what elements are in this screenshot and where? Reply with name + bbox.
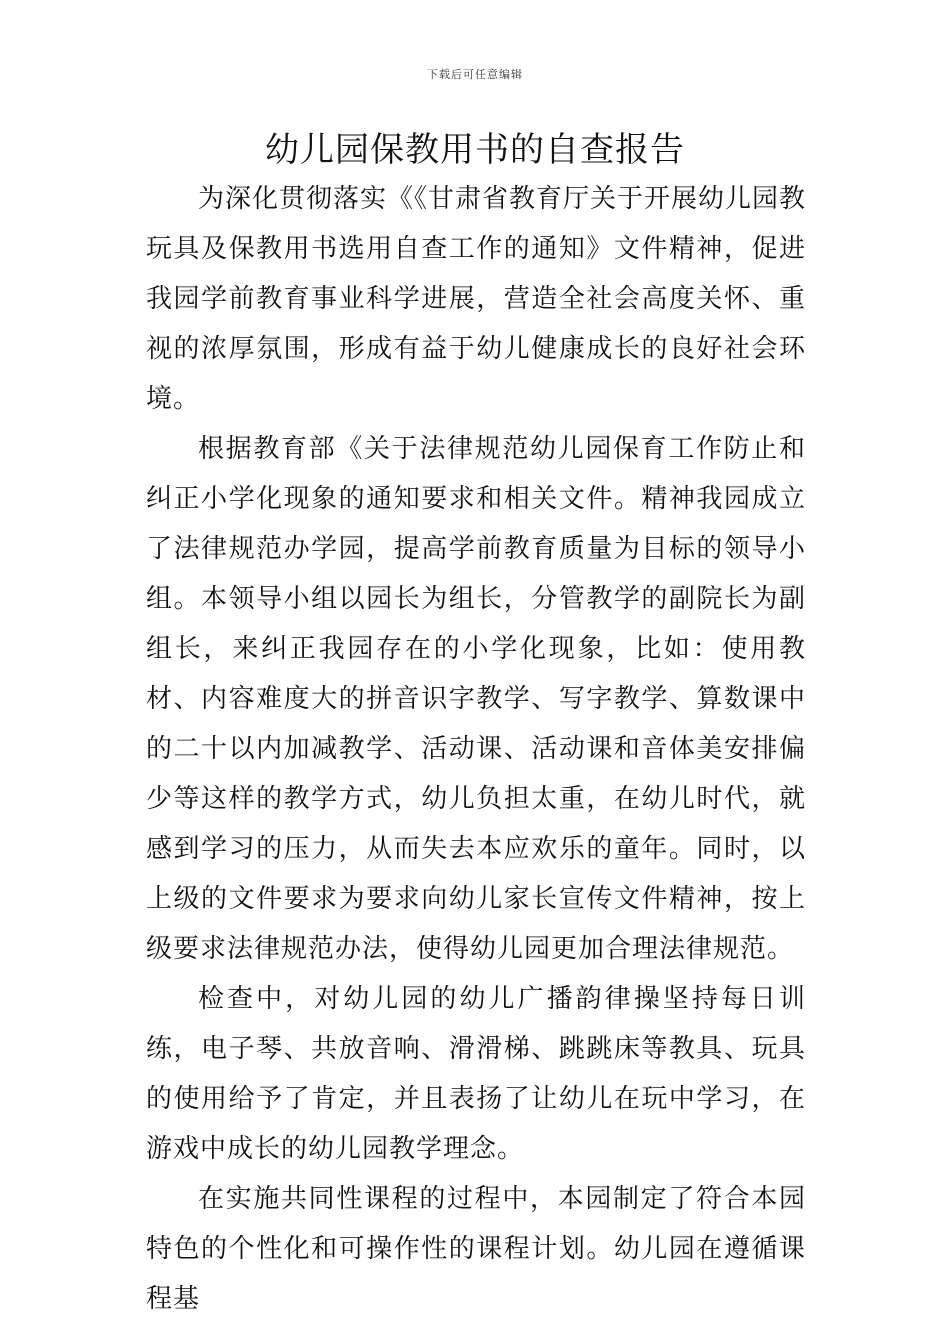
paragraph: 根据教育部《关于法律规范幼儿园保育工作防止和纠正小学化现象的通知要求和相关文件。精神我园成立了法律规范办学园，提高学前教育质量为目标的领导小组。本领导小组以园长为组长，分管教学的副院长为副组长，来纠正我园存在的小学化现象，比如：使用教材、内容难度大的拼音识字教学、写字教学、算数课中的二十以内加减教学、活动课、活动课和音体美安排偏少等这样的教学方式，幼儿负担太重，在幼儿时代，就感到学习的压力，从而失去本应欢乐的童年。同时，以上级的文件要求为要求向幼儿家长宣传文件精神，按上级要求法律规范办法，使得幼儿园更加合理法律规范。 xyxy=(146,434,806,964)
header-note: 下载后可任意编辑 xyxy=(427,68,523,81)
paragraph: 为深化贯彻落实《《甘肃省教育厅关于开展幼儿园教玩具及保教用书选用自查工作的通知》文件精神，促进我园学前教育事业科学进展，营造全社会高度关怀、重视的浓厚氛围，形成有益于幼儿健康成长的良好社会环境。 xyxy=(146,184,807,414)
paragraph: 在实施共同性课程的过程中，本园制定了符合本园特色的个性化和可操作性的课程计划。幼儿园在遵循课程基 xyxy=(146,1184,806,1314)
document-body xyxy=(146,174,806,1324)
document-title: 幼儿园保教用书的自查报告 xyxy=(265,130,685,170)
paragraph: 检查中，对幼儿园的幼儿广播韵律操坚持每日训练，电子琴、共放音响、滑滑梯、跳跳床等教具、玩具的使用给予了肯定，并且表扬了让幼儿在玩中学习，在游戏中成长的幼儿园教学理念。 xyxy=(146,984,806,1164)
